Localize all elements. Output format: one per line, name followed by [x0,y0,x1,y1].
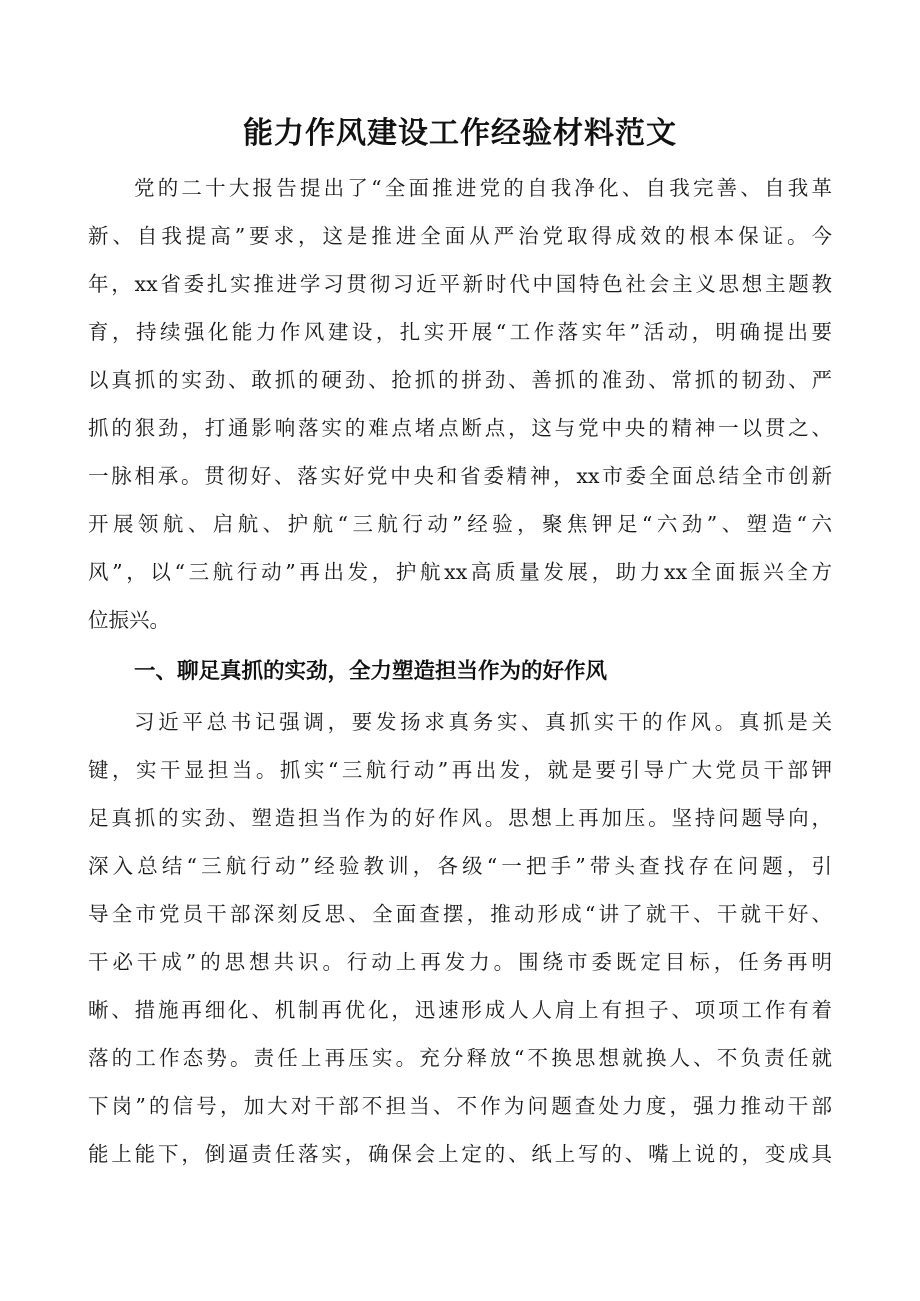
paragraph-line: 开展领航、启航、护航“三航行动”经验，聚焦钾足“六劲”、塑造“六 [88,512,832,536]
paragraph-line: 新、自我提高”要求，这是推进全面从严治党取得成效的根本保证。今 [88,224,832,248]
paragraph-line: 干必干成”的思想共识。行动上再发力。围绕市委既定目标，任务再明 [88,950,832,974]
paragraph-line: 位振兴。 [88,608,170,632]
paragraph-line: 键，实干显担当。抓实“三航行动”再出发，就是要引导广大党员干部钾 [88,758,832,782]
document-title: 能力作风建设工作经验材料范文 [243,116,677,151]
paragraph-line: 足真抓的实劲、塑造担当作为的好作风。思想上再加压。坚持问题导向， [88,806,832,830]
paragraph-line: 一脉相承。贯彻好、落实好党中央和省委精神，xx市委全面总结全市创新 [88,464,832,488]
section-heading: 一、聊足真抓的实劲，全力塑造担当作为的好作风 [134,659,608,684]
paragraph-line: 能上能下，倒逼责任落实，确保会上定的、纸上写的、嘴上说的，变成具 [88,1142,832,1166]
paragraph-line: 落的工作态势。责任上再压实。充分释放“不换思想就换人、不负责任就 [88,1046,832,1070]
paragraph-line: 晰、措施再细化、机制再优化，迅速形成人人肩上有担子、项项工作有着 [88,998,832,1022]
paragraph-line: 导全市党员干部深刻反思、全面查摆，推动形成“讲了就干、干就干好、 [88,902,832,926]
paragraph-line: 抓的狠劲，打通影响落实的难点堵点断点，这与党中央的精神一以贯之、 [88,416,832,440]
paragraph-line: 深入总结“三航行动”经验教训，各级“一把手”带头查找存在问题，引 [88,854,832,878]
paragraph-line: 习近平总书记强调，要发扬求真务实、真抓实干的作风。真抓是关 [134,710,832,734]
paragraph-line: 以真抓的实劲、敢抓的硬劲、抢抓的拼劲、善抓的准劲、常抓的韧劲、严 [88,368,832,392]
paragraph-line: 风”，以“三航行动”再出发，护航xx高质量发展，助力xx全面振兴全方 [88,560,832,584]
paragraph-line: 党的二十大报告提出了“全面推进党的自我净化、自我完善、自我革 [134,176,832,200]
paragraph-line: 年，xx省委扎实推进学习贯彻习近平新时代中国特色社会主义思想主题教 [88,272,832,296]
paragraph-line: 育，持续强化能力作风建设，扎实开展“工作落实年”活动，明确提出要 [88,320,832,344]
paragraph-line: 下岗”的信号，加大对干部不担当、不作为问题查处力度，强力推动干部 [88,1094,832,1118]
